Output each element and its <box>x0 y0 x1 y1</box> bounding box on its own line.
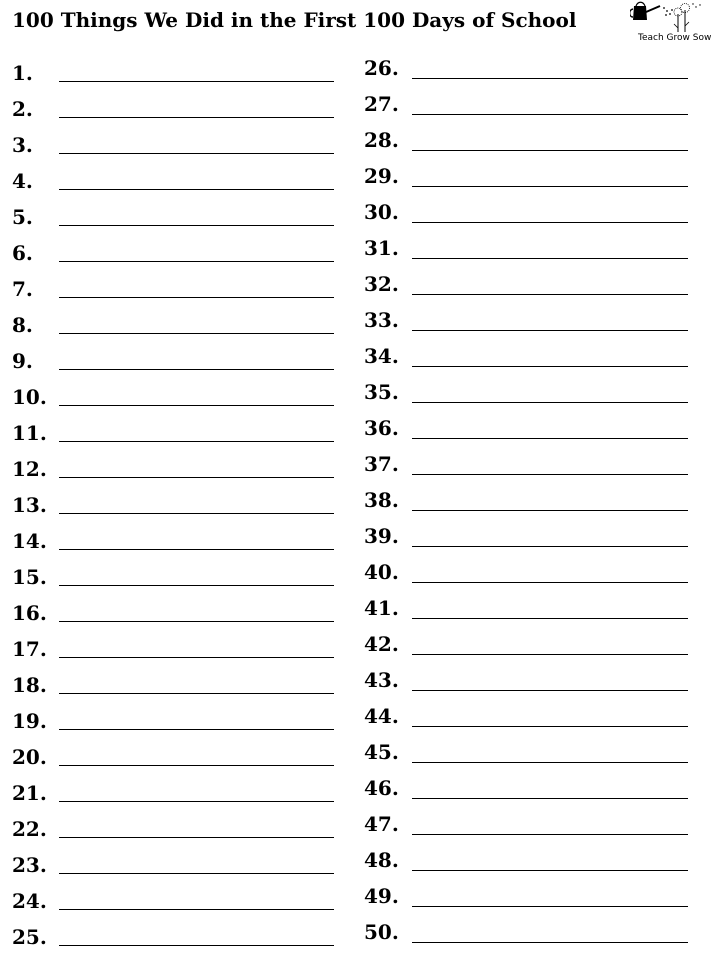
item-number: 20. <box>12 745 47 769</box>
answer-line[interactable] <box>412 222 688 223</box>
item-number: 30. <box>364 200 399 224</box>
list-item <box>364 517 688 547</box>
item-number: 15. <box>12 565 47 589</box>
list-item <box>364 121 688 151</box>
item-number: 32. <box>364 272 399 296</box>
item-number: 37. <box>364 452 399 476</box>
item-number: 8. <box>12 313 33 337</box>
item-number: 7. <box>12 277 33 301</box>
list-item <box>364 481 688 511</box>
item-number: 33. <box>364 308 399 332</box>
item-number: 25. <box>12 925 47 949</box>
item-number: 10. <box>12 385 47 409</box>
list-item <box>364 373 688 403</box>
item-number: 23. <box>12 853 47 877</box>
list-item <box>364 229 688 259</box>
answer-line[interactable] <box>412 294 688 295</box>
item-number: 6. <box>12 241 33 265</box>
answer-line[interactable] <box>412 762 688 763</box>
item-number: 46. <box>364 776 399 800</box>
item-number: 42. <box>364 632 399 656</box>
item-number: 5. <box>12 205 33 229</box>
item-number: 21. <box>12 781 47 805</box>
item-number: 16. <box>12 601 47 625</box>
answer-line[interactable] <box>412 546 688 547</box>
item-number: 49. <box>364 884 399 908</box>
answer-line[interactable] <box>412 798 688 799</box>
item-number: 4. <box>12 169 33 193</box>
item-number: 17. <box>12 637 47 661</box>
item-number: 36. <box>364 416 399 440</box>
answer-line[interactable] <box>412 834 688 835</box>
list-item <box>364 193 688 223</box>
item-number: 18. <box>12 673 47 697</box>
item-number: 40. <box>364 560 399 584</box>
item-number: 48. <box>364 848 399 872</box>
list-item <box>364 301 688 331</box>
answer-line[interactable] <box>412 618 688 619</box>
list-item <box>364 553 688 583</box>
item-number: 31. <box>364 236 399 260</box>
list-item <box>364 157 688 187</box>
item-number: 14. <box>12 529 47 553</box>
list-item <box>364 445 688 475</box>
list-item <box>364 625 688 655</box>
answer-line[interactable] <box>412 78 688 79</box>
item-number: 27. <box>364 92 399 116</box>
logo-text: Teach Grow Sow <box>638 33 712 43</box>
list-item <box>364 409 688 439</box>
list-item <box>364 265 688 295</box>
answer-line[interactable] <box>412 654 688 655</box>
answer-line[interactable] <box>412 330 688 331</box>
list-item <box>364 49 688 79</box>
page-title: 100 Things We Did in the First 100 Days of School <box>12 8 577 32</box>
list-item <box>364 337 688 367</box>
list-item <box>364 697 688 727</box>
item-number: 41. <box>364 596 399 620</box>
answer-line[interactable] <box>412 366 688 367</box>
list-item <box>364 589 688 619</box>
answer-line[interactable] <box>412 114 688 115</box>
item-number: 1. <box>12 61 33 85</box>
answer-line[interactable] <box>412 150 688 151</box>
item-number: 43. <box>364 668 399 692</box>
item-number: 29. <box>364 164 399 188</box>
item-number: 24. <box>12 889 47 913</box>
answer-line[interactable] <box>412 690 688 691</box>
item-number: 2. <box>12 97 33 121</box>
answer-line[interactable] <box>412 510 688 511</box>
answer-line[interactable] <box>412 438 688 439</box>
answer-line[interactable] <box>412 582 688 583</box>
item-number: 45. <box>364 740 399 764</box>
item-number: 38. <box>364 488 399 512</box>
list-item <box>364 661 688 691</box>
answer-line[interactable] <box>412 402 688 403</box>
item-number: 47. <box>364 812 399 836</box>
answer-line[interactable] <box>412 474 688 475</box>
item-number: 3. <box>12 133 33 157</box>
item-number: 19. <box>12 709 47 733</box>
item-number: 26. <box>364 56 399 80</box>
answer-line[interactable] <box>412 906 688 907</box>
answer-line[interactable] <box>412 942 688 943</box>
item-number: 12. <box>12 457 47 481</box>
item-number: 39. <box>364 524 399 548</box>
list-item <box>364 913 688 943</box>
item-number: 50. <box>364 920 399 944</box>
item-number: 34. <box>364 344 399 368</box>
answer-line[interactable] <box>412 870 688 871</box>
item-number: 28. <box>364 128 399 152</box>
item-number: 22. <box>12 817 47 841</box>
item-number: 11. <box>12 421 47 445</box>
item-number: 9. <box>12 349 33 373</box>
item-number: 44. <box>364 704 399 728</box>
list-item <box>364 85 688 115</box>
list-item <box>364 769 688 799</box>
answer-line[interactable] <box>412 726 688 727</box>
list-item <box>364 841 688 871</box>
list-item <box>364 805 688 835</box>
item-number: 35. <box>364 380 399 404</box>
list-item <box>364 877 688 907</box>
answer-line[interactable] <box>412 186 688 187</box>
answer-line[interactable] <box>412 258 688 259</box>
list-item <box>364 733 688 763</box>
item-number: 13. <box>12 493 47 517</box>
